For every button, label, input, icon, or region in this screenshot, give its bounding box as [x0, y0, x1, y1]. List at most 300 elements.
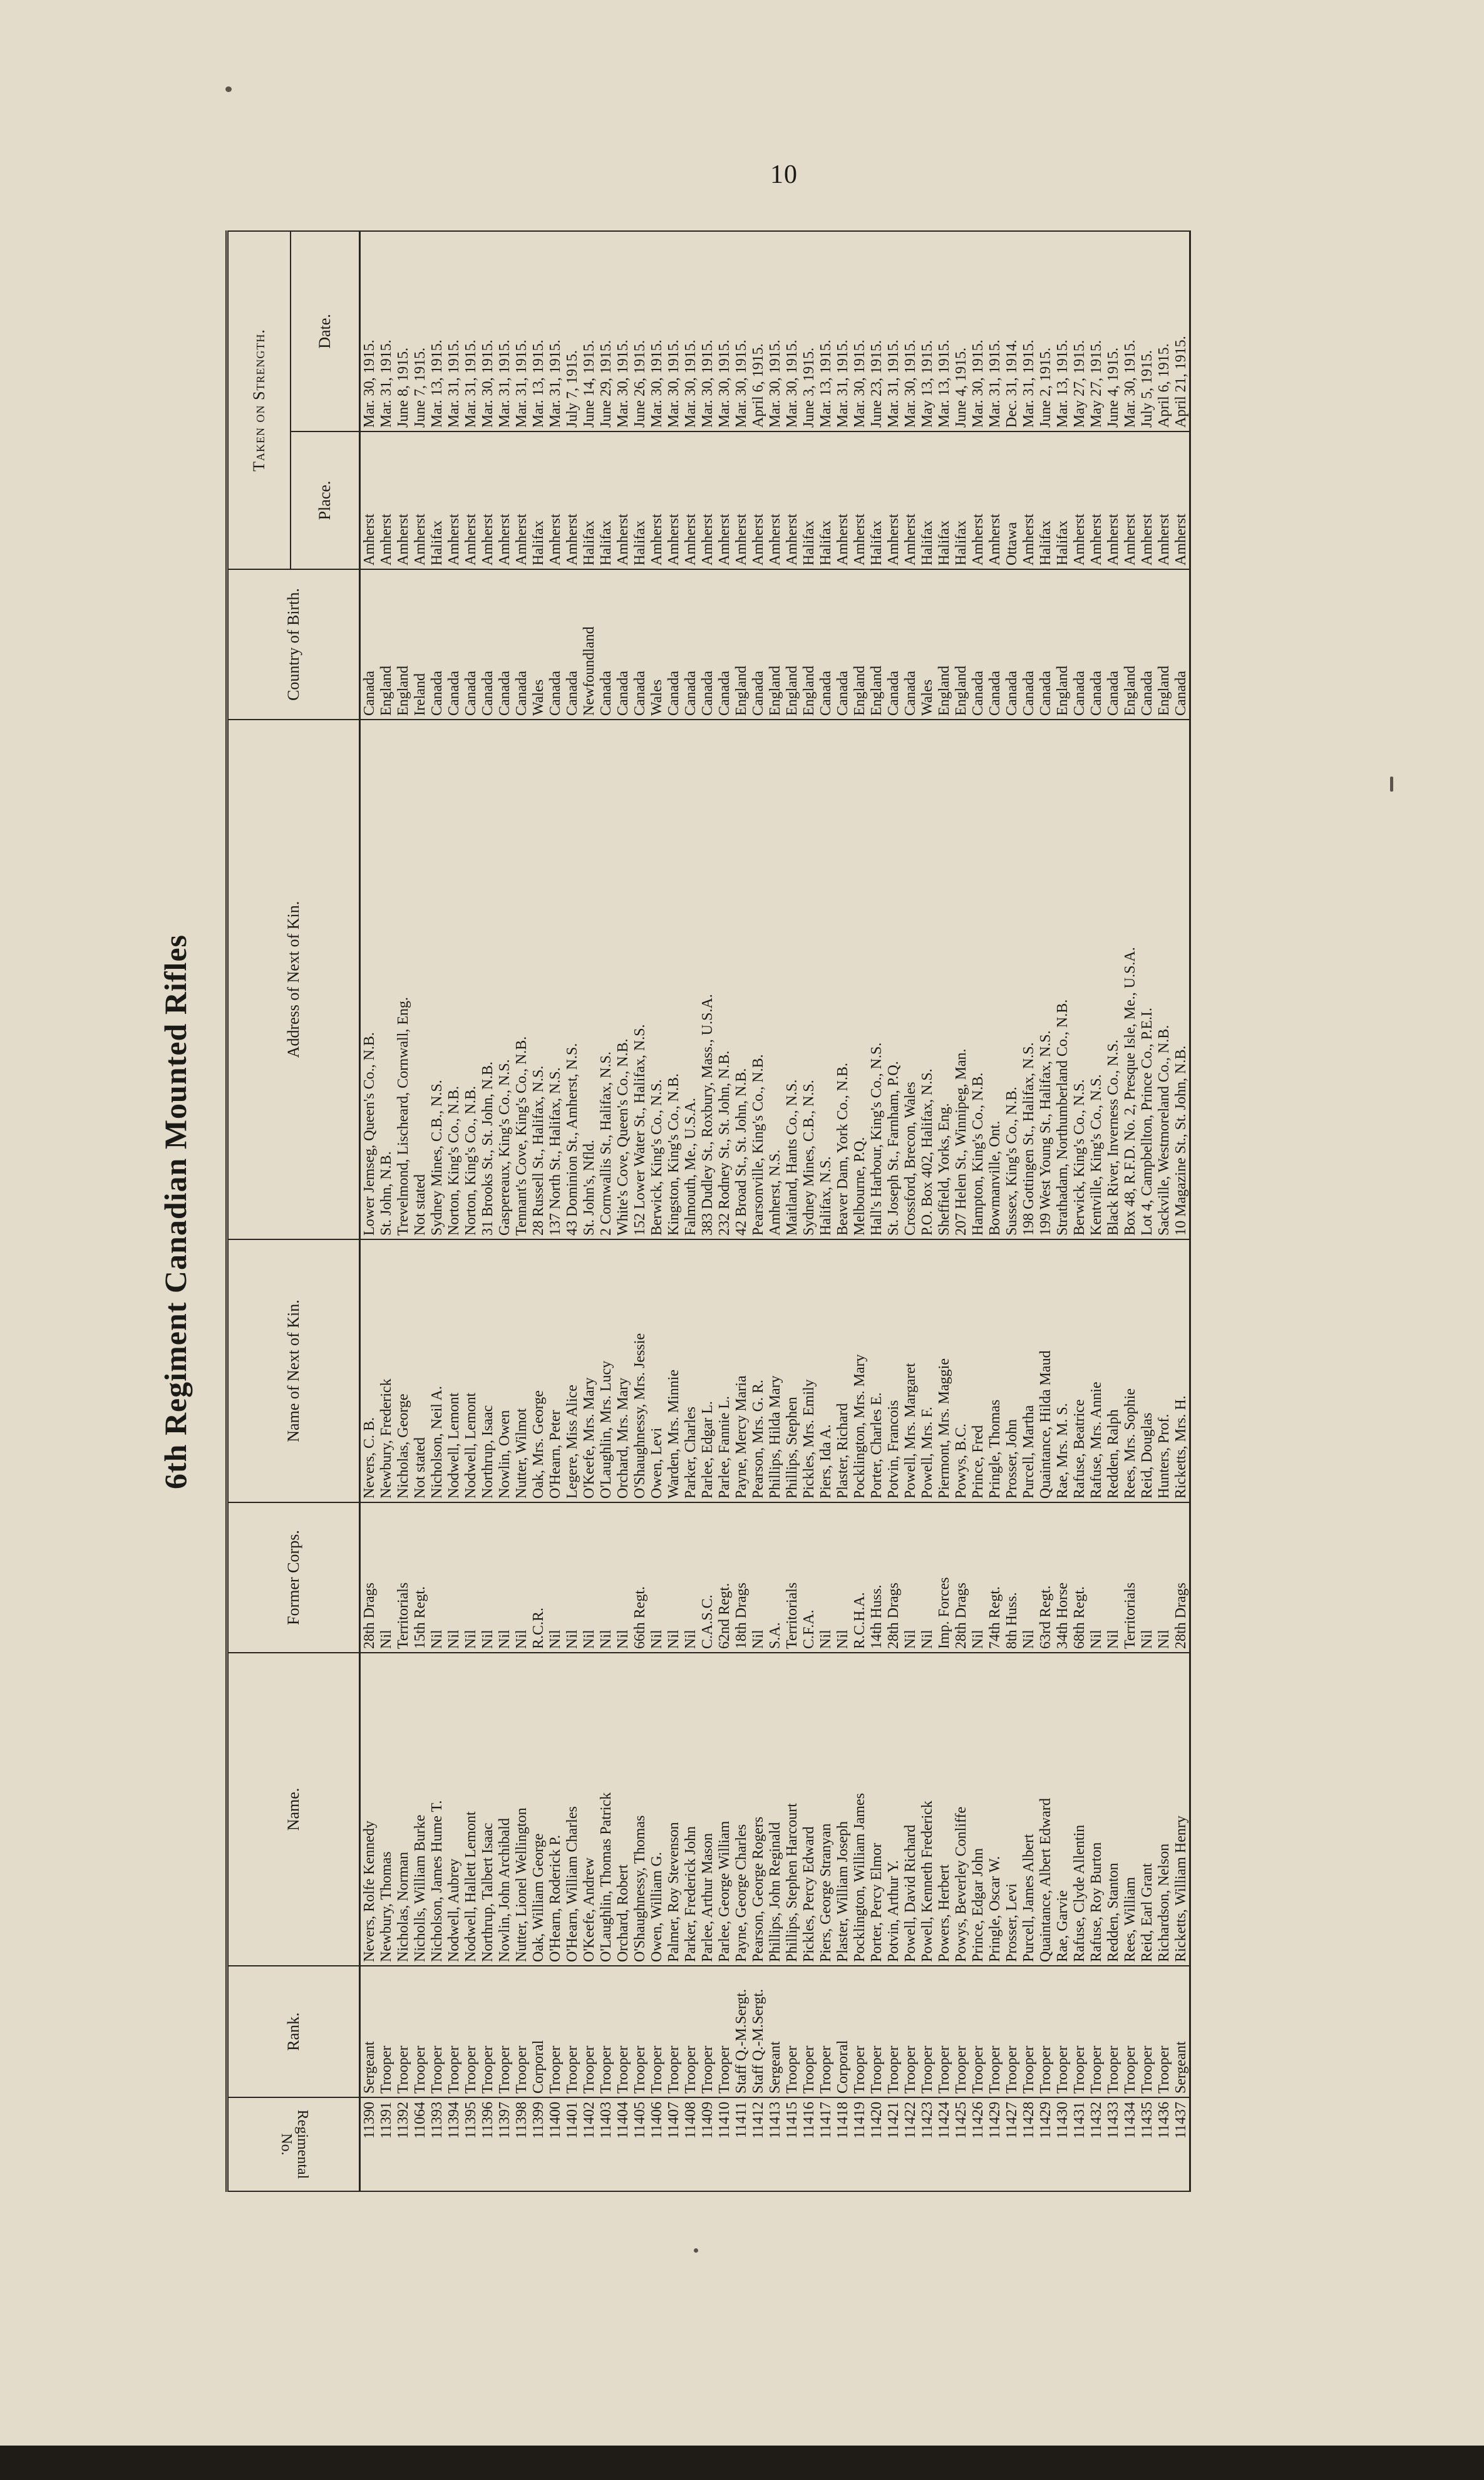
table-row	[969, 231, 986, 2191]
cell-date: Mar. 30, 1915.	[360, 231, 378, 431]
cell-former-corps: Nil	[462, 1502, 479, 1653]
header-taken-on-strength: Taken on Strength.	[227, 231, 291, 569]
cell-name-of-next-of-kin: O'Shaughnessy, Mrs. Jessie	[631, 1239, 648, 1502]
header-date: Date.	[291, 231, 360, 431]
cell-regimental-no: 11434	[1121, 2097, 1138, 2191]
cell-name-of-next-of-kin: Potvin, Francois	[885, 1239, 902, 1502]
table-row	[631, 231, 648, 2191]
cell-name-of-next-of-kin: Nevers, C. B.	[360, 1239, 378, 1502]
cell-place: Amherst	[834, 431, 851, 569]
cell-rank: Trooper	[1054, 1966, 1071, 2097]
speck-top	[225, 86, 232, 92]
cell-place: Amherst	[1071, 431, 1088, 569]
cell-rank: Trooper	[597, 1966, 614, 2097]
table-row	[428, 231, 445, 2191]
cell-rank: Trooper	[665, 1966, 682, 2097]
table-row	[952, 231, 969, 2191]
cell-address-of-next-of-kin: 137 North St., Halifax, N.S.	[547, 720, 564, 1239]
cell-rank: Trooper	[411, 1966, 428, 2097]
cell-regimental-no: 11422	[902, 2097, 919, 2191]
cell-place: Amherst	[513, 431, 530, 569]
table-row	[986, 231, 1003, 2191]
table-row	[851, 231, 868, 2191]
cell-address-of-next-of-kin: Kentville, King's Co., N.S.	[1088, 720, 1105, 1239]
cell-address-of-next-of-kin: 383 Dudley St., Roxbury, Mass., U.S.A.	[699, 720, 716, 1239]
cell-name-of-next-of-kin: Reid, Douglas	[1138, 1239, 1155, 1502]
cell-name: Rae, Garvie	[1054, 1653, 1071, 1966]
header-regimental-no: Regimental No.	[227, 2097, 360, 2191]
cell-name: Powers, Herbert	[935, 1653, 952, 1966]
cell-date: April 6, 1915.	[750, 231, 766, 431]
cell-date: Mar. 31, 1915.	[1020, 231, 1037, 431]
cell-address-of-next-of-kin: Berwick, King's Co., N.S.	[648, 720, 665, 1239]
cell-country-of-birth: Canada	[1003, 569, 1020, 720]
cell-rank: Sergeant	[1172, 1966, 1190, 2097]
cell-rank: Trooper	[394, 1966, 411, 2097]
cell-rank: Staff Q.-M.Sergt.	[733, 1966, 750, 2097]
cell-former-corps: R.C.R.	[530, 1502, 547, 1653]
cell-name: Nicholas, Norman	[394, 1653, 411, 1966]
speck-right	[1390, 777, 1393, 792]
cell-place: Amherst	[1155, 431, 1172, 569]
cell-place: Amherst	[648, 431, 665, 569]
cell-country-of-birth: Canada	[902, 569, 919, 720]
cell-former-corps: Nil	[665, 1502, 682, 1653]
table-row	[360, 231, 378, 2191]
cell-place: Amherst	[783, 431, 800, 569]
cell-address-of-next-of-kin: 42 Broad St., St. John, N.B.	[733, 720, 750, 1239]
table-row	[935, 231, 952, 2191]
cell-former-corps: Imp. Forces	[935, 1502, 952, 1653]
cell-address-of-next-of-kin: Norton, King's Co., N.B.	[462, 720, 479, 1239]
cell-date: June 7, 1915.	[411, 231, 428, 431]
cell-former-corps: 74th Regt.	[986, 1502, 1003, 1653]
cell-name: Pickles, Percy Edward	[800, 1653, 817, 1966]
cell-rank: Trooper	[1121, 1966, 1138, 2097]
cell-name: Quaintance, Albert Edward	[1037, 1653, 1054, 1966]
cell-country-of-birth: Canada	[699, 569, 716, 720]
cell-rank: Trooper	[496, 1966, 513, 2097]
cell-country-of-birth: Canada	[1037, 569, 1054, 720]
cell-name-of-next-of-kin: Rees, Mrs. Sophie	[1121, 1239, 1138, 1502]
cell-name-of-next-of-kin: Oak, Mrs. George	[530, 1239, 547, 1502]
cell-rank: Trooper	[564, 1966, 580, 2097]
cell-country-of-birth: Canada	[969, 569, 986, 720]
cell-date: Mar. 30, 1915.	[1121, 231, 1138, 431]
speck-mid	[694, 2248, 698, 2253]
cell-country-of-birth: England	[783, 569, 800, 720]
cell-address-of-next-of-kin: Berwick, King's Co., N.S.	[1071, 720, 1088, 1239]
cell-country-of-birth: Wales	[919, 569, 935, 720]
table-row	[648, 231, 665, 2191]
cell-date: Mar. 30, 1915.	[851, 231, 868, 431]
table-row	[868, 231, 885, 2191]
cell-date: Mar. 31, 1915.	[462, 231, 479, 431]
header-address-of-next-of-kin: Address of Next of Kin.	[227, 720, 360, 1239]
table-row	[902, 231, 919, 2191]
cell-regimental-no: 11395	[462, 2097, 479, 2191]
cell-address-of-next-of-kin: Not stated	[411, 720, 428, 1239]
cell-country-of-birth: Canada	[479, 569, 496, 720]
cell-name-of-next-of-kin: Parker, Charles	[682, 1239, 699, 1502]
cell-name-of-next-of-kin: Porter, Charles E.	[868, 1239, 885, 1502]
table-row	[817, 231, 834, 2191]
cell-place: Amherst	[479, 431, 496, 569]
cell-rank: Sergeant	[360, 1966, 378, 2097]
cell-former-corps: 8th Huss.	[1003, 1502, 1020, 1653]
cell-name-of-next-of-kin: Powell, Mrs. F.	[919, 1239, 935, 1502]
cell-former-corps: Nil	[648, 1502, 665, 1653]
cell-country-of-birth: Canada	[665, 569, 682, 720]
header-name: Name.	[227, 1653, 360, 1966]
cell-name-of-next-of-kin: Hunters, Prof.	[1155, 1239, 1172, 1502]
cell-name-of-next-of-kin: Northrup, Isaac	[479, 1239, 496, 1502]
table-row	[699, 231, 716, 2191]
cell-former-corps: Nil	[614, 1502, 631, 1653]
cell-name: O'Laughlin, Thomas Patrick	[597, 1653, 614, 1966]
cell-place: Halifax	[952, 431, 969, 569]
cell-place: Amherst	[411, 431, 428, 569]
cell-former-corps: 28th Drags	[360, 1502, 378, 1653]
cell-former-corps: Nil	[564, 1502, 580, 1653]
cell-country-of-birth: Canada	[496, 569, 513, 720]
cell-name: Richardson, Nelson	[1155, 1653, 1172, 1966]
cell-rank: Corporal	[834, 1966, 851, 2097]
cell-place: Amherst	[766, 431, 783, 569]
cell-address-of-next-of-kin: 28 Russell St., Halifax, N.S.	[530, 720, 547, 1239]
cell-name-of-next-of-kin: Piers, Ida A.	[817, 1239, 834, 1502]
cell-regimental-no: 11418	[834, 2097, 851, 2191]
cell-address-of-next-of-kin: Sydney Mines, C.B., N.S.	[428, 720, 445, 1239]
cell-former-corps: Nil	[919, 1502, 935, 1653]
cell-regimental-no: 11391	[378, 2097, 394, 2191]
cell-name-of-next-of-kin: Parlee, Fannie L.	[716, 1239, 733, 1502]
cell-name-of-next-of-kin: Purcell, Martha	[1020, 1239, 1037, 1502]
cell-date: Mar. 30, 1915.	[614, 231, 631, 431]
cell-former-corps: 28th Drags	[885, 1502, 902, 1653]
cell-country-of-birth: Canada	[1071, 569, 1088, 720]
cell-regimental-no: 11420	[868, 2097, 885, 2191]
cell-name-of-next-of-kin: Warden, Mrs. Minnie	[665, 1239, 682, 1502]
cell-date: Mar. 31, 1915.	[986, 231, 1003, 431]
cell-country-of-birth: England	[935, 569, 952, 720]
cell-address-of-next-of-kin: Norton, King's Co., N.B.	[445, 720, 462, 1239]
cell-regimental-no: 11426	[969, 2097, 986, 2191]
cell-name: Parlee, George William	[716, 1653, 733, 1966]
cell-place: Amherst	[1172, 431, 1190, 569]
cell-place: Amherst	[716, 431, 733, 569]
cell-address-of-next-of-kin: St. John's, Nfld.	[580, 720, 597, 1239]
cell-place: Amherst	[969, 431, 986, 569]
cell-address-of-next-of-kin: Melbourne, P.Q.	[851, 720, 868, 1239]
cell-regimental-no: 11407	[665, 2097, 682, 2191]
cell-rank: Trooper	[902, 1966, 919, 2097]
cell-address-of-next-of-kin: 10 Magazine St., St. John, N.B.	[1172, 720, 1190, 1239]
cell-name: Owen, William G.	[648, 1653, 665, 1966]
cell-rank: Trooper	[885, 1966, 902, 2097]
cell-address-of-next-of-kin: Sackville, Westmoreland Co., N.B.	[1155, 720, 1172, 1239]
cell-country-of-birth: Canada	[1172, 569, 1190, 720]
table-row	[1138, 231, 1155, 2191]
cell-former-corps: Nil	[682, 1502, 699, 1653]
cell-name: Nodwell, Aubrey	[445, 1653, 462, 1966]
cell-name-of-next-of-kin: Legere, Miss Alice	[564, 1239, 580, 1502]
cell-regimental-no: 11416	[800, 2097, 817, 2191]
cell-date: July 5, 1915.	[1138, 231, 1155, 431]
header-country-of-birth: Country of Birth.	[227, 569, 360, 720]
cell-date: April 21, 1915.	[1172, 231, 1190, 431]
cell-address-of-next-of-kin: Amherst, N.S.	[766, 720, 783, 1239]
cell-regimental-no: 11425	[952, 2097, 969, 2191]
table-row	[496, 231, 513, 2191]
cell-country-of-birth: Canada	[462, 569, 479, 720]
cell-name-of-next-of-kin: Owen, Levi	[648, 1239, 665, 1502]
cell-address-of-next-of-kin: Hampton, King's Co., N.B.	[969, 720, 986, 1239]
cell-date: Mar. 13, 1915.	[935, 231, 952, 431]
cell-name-of-next-of-kin: Orchard, Mrs. Mary	[614, 1239, 631, 1502]
cell-regimental-no: 11428	[1020, 2097, 1037, 2191]
cell-rank: Trooper	[378, 1966, 394, 2097]
cell-rank: Trooper	[919, 1966, 935, 2097]
cell-country-of-birth: England	[1054, 569, 1071, 720]
cell-country-of-birth: Canada	[1138, 569, 1155, 720]
cell-country-of-birth: Canada	[360, 569, 378, 720]
cell-rank: Trooper	[648, 1966, 665, 2097]
cell-name-of-next-of-kin: Rafuse, Mrs. Annie	[1088, 1239, 1105, 1502]
cell-name-of-next-of-kin: Redden, Ralph	[1105, 1239, 1121, 1502]
cell-name: Powell, David Richard	[902, 1653, 919, 1966]
rotated-table-block	[157, 232, 1359, 2192]
cell-date: Mar. 31, 1915.	[513, 231, 530, 431]
cell-rank: Trooper	[580, 1966, 597, 2097]
cell-name-of-next-of-kin: O'Laughlin, Mrs. Lucy	[597, 1239, 614, 1502]
table-row	[919, 231, 935, 2191]
cell-address-of-next-of-kin: Falmouth, Me., U.S.A.	[682, 720, 699, 1239]
table-row	[564, 231, 580, 2191]
cell-name: Pearson, George Rogers	[750, 1653, 766, 1966]
table-row	[1121, 231, 1138, 2191]
cell-address-of-next-of-kin: Lot 4, Campbellton, Prince Co., P.E.I.	[1138, 720, 1155, 1239]
cell-name: Parker, Frederick John	[682, 1653, 699, 1966]
cell-country-of-birth: Canada	[1105, 569, 1121, 720]
cell-former-corps: 63rd Regt.	[1037, 1502, 1054, 1653]
cell-date: Mar. 13, 1915.	[1054, 231, 1071, 431]
cell-date: June 4, 1915.	[952, 231, 969, 431]
cell-regimental-no: 11406	[648, 2097, 665, 2191]
cell-rank: Trooper	[986, 1966, 1003, 2097]
cell-date: June 8, 1915.	[394, 231, 411, 431]
cell-country-of-birth: Canada	[547, 569, 564, 720]
cell-date: June 23, 1915.	[868, 231, 885, 431]
cell-regimental-no: 11410	[716, 2097, 733, 2191]
cell-place: Amherst	[378, 431, 394, 569]
cell-name-of-next-of-kin: Pickles, Mrs. Emily	[800, 1239, 817, 1502]
cell-former-corps: R.C.H.A.	[851, 1502, 868, 1653]
cell-former-corps: Nil	[378, 1502, 394, 1653]
cell-rank: Trooper	[851, 1966, 868, 2097]
table-row	[530, 231, 547, 2191]
cell-date: Mar. 30, 1915.	[783, 231, 800, 431]
cell-name: O'Keefe, Andrew	[580, 1653, 597, 1966]
cell-regimental-no: 11435	[1138, 2097, 1155, 2191]
cell-rank: Trooper	[716, 1966, 733, 2097]
cell-name-of-next-of-kin: Prince, Fred	[969, 1239, 986, 1502]
cell-country-of-birth: Wales	[648, 569, 665, 720]
table-row	[1172, 231, 1190, 2191]
cell-rank: Trooper	[479, 1966, 496, 2097]
cell-date: Mar. 30, 1915.	[479, 231, 496, 431]
cell-former-corps: Nil	[597, 1502, 614, 1653]
cell-address-of-next-of-kin: Sheffield, Yorks, Eng.	[935, 720, 952, 1239]
cell-rank: Trooper	[1138, 1966, 1155, 2097]
cell-date: June 26, 1915.	[631, 231, 648, 431]
cell-country-of-birth: Canada	[986, 569, 1003, 720]
cell-name: Nevers, Rolfe Kennedy	[360, 1653, 378, 1966]
cell-place: Halifax	[868, 431, 885, 569]
cell-name: Redden, Stanton	[1105, 1653, 1121, 1966]
cell-place: Halifax	[935, 431, 952, 569]
cell-regimental-no: 11417	[817, 2097, 834, 2191]
cell-address-of-next-of-kin: Beaver Dam, York Co., N.B.	[834, 720, 851, 1239]
cell-country-of-birth: Canada	[513, 569, 530, 720]
table-row	[597, 231, 614, 2191]
cell-address-of-next-of-kin: 199 West Young St., Halifax, N.S.	[1037, 720, 1054, 1239]
cell-former-corps: C.A.S.C.	[699, 1502, 716, 1653]
cell-rank: Trooper	[699, 1966, 716, 2097]
cell-former-corps: Nil	[750, 1502, 766, 1653]
cell-name-of-next-of-kin: Nowlin, Owen	[496, 1239, 513, 1502]
cell-rank: Trooper	[868, 1966, 885, 2097]
cell-name: Northrup, Talbert Isaac	[479, 1653, 496, 1966]
cell-address-of-next-of-kin: 43 Dominion St., Amherst, N.S.	[564, 720, 580, 1239]
cell-former-corps: S.A.	[766, 1502, 783, 1653]
cell-country-of-birth: Canada	[885, 569, 902, 720]
cell-name-of-next-of-kin: Phillips, Stephen	[783, 1239, 800, 1502]
cell-rank: Corporal	[530, 1966, 547, 2097]
cell-country-of-birth: Canada	[682, 569, 699, 720]
cell-place: Ottawa	[1003, 431, 1020, 569]
cell-place: Amherst	[986, 431, 1003, 569]
cell-place: Amherst	[564, 431, 580, 569]
cell-name: Rafuse, Clyde Allentin	[1071, 1653, 1088, 1966]
cell-former-corps: 28th Drags	[1172, 1502, 1190, 1653]
table-row	[1003, 231, 1020, 2191]
cell-date: Mar. 30, 1915.	[682, 231, 699, 431]
cell-name-of-next-of-kin: Not stated	[411, 1239, 428, 1502]
cell-rank: Trooper	[800, 1966, 817, 2097]
cell-place: Amherst	[682, 431, 699, 569]
cell-regimental-no: 11392	[394, 2097, 411, 2191]
cell-address-of-next-of-kin: P.O. Box 402, Halifax, N.S.	[919, 720, 935, 1239]
table-row	[885, 231, 902, 2191]
cell-rank: Trooper	[682, 1966, 699, 2097]
cell-former-corps: Nil	[580, 1502, 597, 1653]
cell-name: Porter, Percy Elmor	[868, 1653, 885, 1966]
cell-rank: Trooper	[1155, 1966, 1172, 2097]
table-row	[716, 231, 733, 2191]
cell-place: Amherst	[750, 431, 766, 569]
cell-name: O'Shaughnessy, Thomas	[631, 1653, 648, 1966]
cell-name-of-next-of-kin: Nutter, Wilmot	[513, 1239, 530, 1502]
table-row	[614, 231, 631, 2191]
cell-country-of-birth: England	[952, 569, 969, 720]
cell-place: Amherst	[1138, 431, 1155, 569]
cell-regimental-no: 11424	[935, 2097, 952, 2191]
cell-rank: Trooper	[631, 1966, 648, 2097]
cell-address-of-next-of-kin: 31 Brooks St., St. John, N.B.	[479, 720, 496, 1239]
cell-country-of-birth: Canada	[750, 569, 766, 720]
cell-place: Halifax	[919, 431, 935, 569]
cell-regimental-no: 11427	[1003, 2097, 1020, 2191]
cell-place: Amherst	[665, 431, 682, 569]
cell-country-of-birth: England	[733, 569, 750, 720]
cell-name-of-next-of-kin: Pringle, Thomas	[986, 1239, 1003, 1502]
cell-name: Potvin, Arthur Y.	[885, 1653, 902, 1966]
cell-name: Nicholls, William Burke	[411, 1653, 428, 1966]
scan-edge-band	[0, 2446, 1484, 2480]
cell-regimental-no: 11394	[445, 2097, 462, 2191]
cell-address-of-next-of-kin: Tennant's Cove, King's Co., N.B.	[513, 720, 530, 1239]
table-row	[665, 231, 682, 2191]
cell-address-of-next-of-kin: Sussex, King's Co., N.B.	[1003, 720, 1020, 1239]
cell-address-of-next-of-kin: Lower Jemseg, Queen's Co., N.B.	[360, 720, 378, 1239]
cell-name: Payne, George Charles	[733, 1653, 750, 1966]
cell-former-corps: Nil	[834, 1502, 851, 1653]
cell-date: Mar. 13, 1915.	[530, 231, 547, 431]
cell-address-of-next-of-kin: 207 Helen St., Winnipeg, Man.	[952, 720, 969, 1239]
header-place: Place.	[291, 431, 360, 569]
cell-place: Amherst	[1121, 431, 1138, 569]
cell-rank: Trooper	[1037, 1966, 1054, 2097]
cell-country-of-birth: England	[378, 569, 394, 720]
header-name-of-next-of-kin: Name of Next of Kin.	[227, 1239, 360, 1502]
cell-place: Amherst	[851, 431, 868, 569]
table-row	[378, 231, 394, 2191]
cell-regimental-no: 11433	[1105, 2097, 1121, 2191]
cell-place: Amherst	[885, 431, 902, 569]
cell-country-of-birth: Canada	[1088, 569, 1105, 720]
cell-date: Mar. 30, 1915.	[699, 231, 716, 431]
cell-country-of-birth: England	[868, 569, 885, 720]
cell-date: April 6, 1915.	[1155, 231, 1172, 431]
cell-regimental-no: 11390	[360, 2097, 378, 2191]
cell-country-of-birth: Canada	[834, 569, 851, 720]
cell-rank: Trooper	[1020, 1966, 1037, 2097]
cell-country-of-birth: England	[394, 569, 411, 720]
cell-name-of-next-of-kin: Payne, Mercy Maria	[733, 1239, 750, 1502]
cell-date: July 7, 1915.	[564, 231, 580, 431]
table-row	[462, 231, 479, 2191]
cell-regimental-no: 11399	[530, 2097, 547, 2191]
cell-place: Amherst	[360, 431, 378, 569]
table-body	[360, 231, 1190, 2191]
cell-former-corps: 18th Drags	[733, 1502, 750, 1653]
cell-name-of-next-of-kin: Ricketts, Mrs. H.	[1172, 1239, 1190, 1502]
table-row	[547, 231, 564, 2191]
cell-regimental-no: 11400	[547, 2097, 564, 2191]
cell-name: Parlee, Arthur Mason	[699, 1653, 716, 1966]
cell-country-of-birth: Canada	[445, 569, 462, 720]
cell-name: Reid, Earl Grant	[1138, 1653, 1155, 1966]
cell-name-of-next-of-kin: Pearson, Mrs. G. R.	[750, 1239, 766, 1502]
cell-country-of-birth: Canada	[1020, 569, 1037, 720]
cell-rank: Trooper	[952, 1966, 969, 2097]
cell-date: Dec. 31, 1914.	[1003, 231, 1020, 431]
cell-address-of-next-of-kin: 198 Gottingen St., Halifax, N.S.	[1020, 720, 1037, 1239]
cell-former-corps: Territorials	[1121, 1502, 1138, 1653]
cell-name: Piers, George Stranyan	[817, 1653, 834, 1966]
table-row	[682, 231, 699, 2191]
